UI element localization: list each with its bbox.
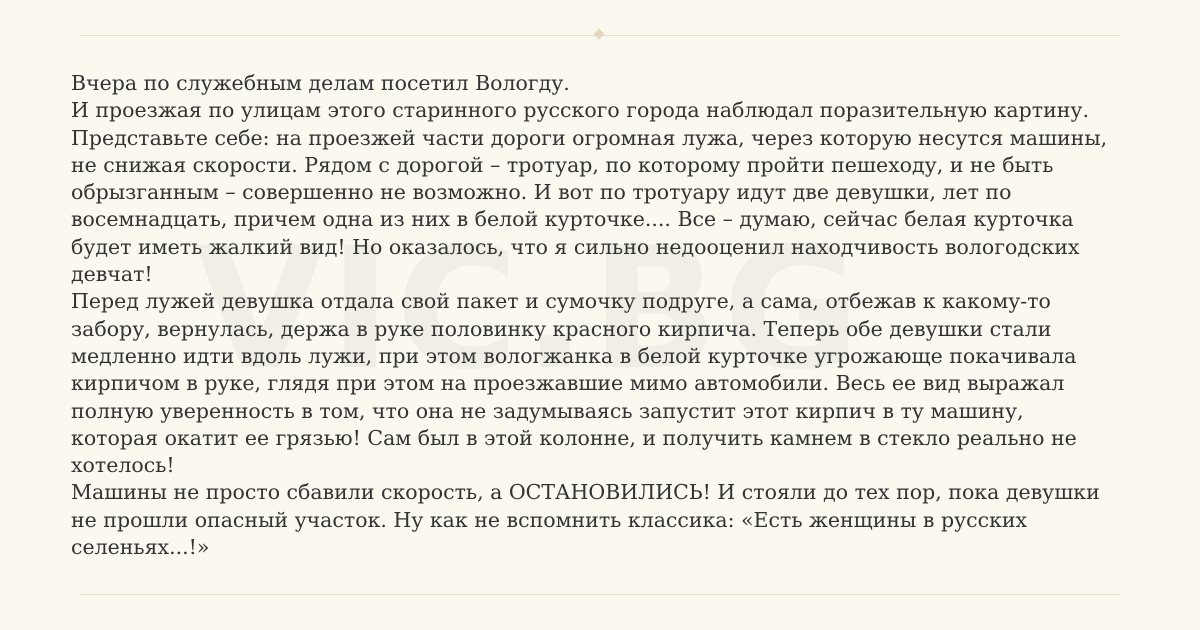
- article-line: Перед лужей девушка отдала свой пакет и сумочку подруге, а сама, отбежав к какому-то: [71, 289, 1051, 314]
- article-line: не снижая скорости. Рядом с дорогой – тротуар, по которому пройти пешеходу, и не быть: [71, 152, 1054, 177]
- article-line: которая окатит ее грязью! Сам был в этой колонне, и получить камнем в стекло реально не: [71, 425, 1077, 450]
- article-line: Вчера по служебным делам посетил Вологду.: [71, 71, 570, 95]
- article-text: [71, 70, 1131, 561]
- article-line: кирпичом в руке, глядя при этом на проезжавшие мимо автомобили. Весь ее вид выражал: [71, 371, 1065, 396]
- article-line: будет иметь жалкий вид! Но оказалось, что я сильно недооценил находчивость вологодских: [71, 234, 1080, 259]
- article-line: хотелось!: [71, 453, 175, 478]
- article-line: не прошли опасный участок. Ну как не вспомнить классика: «Есть женщины в русских: [71, 507, 1028, 532]
- article-line: девчат!: [71, 262, 153, 287]
- bottom-divider: [80, 594, 1120, 595]
- article-line: Машины не просто сбавили скорость, а ОСТАНОВИЛИСЬ! И стояли до тех пор, пока девушки: [71, 480, 1100, 505]
- article-line: восемнадцать, причем одна из них в белой курточке.... Все – думаю, сейчас белая курточка: [71, 207, 1074, 232]
- article-line: медленно идти вдоль лужи, при этом вологжанка в белой курточке угрожающе покачивала: [71, 343, 1077, 368]
- article-line: полную уверенность в том, что она не задумываясь запустит этот кирпич в ту машину,: [71, 398, 1024, 423]
- article-line: И проезжая по улицам этого старинного русского города наблюдал поразительную картину.: [71, 98, 1089, 123]
- article-line: селеньях...!»: [71, 535, 210, 560]
- article-line: забору, вернулась, держа в руке половинку красного кирпича. Теперь обе девушки стали: [71, 316, 1052, 341]
- diamond-ornament-icon: [593, 28, 604, 39]
- article-line: Представьте себе: на проезжей части дороги огромная лужа, через которую несутся машины,: [71, 125, 1108, 150]
- article-line: обрызганным – совершенно не возможно. И вот по тротуару идут две девушки, лет по: [71, 180, 1012, 205]
